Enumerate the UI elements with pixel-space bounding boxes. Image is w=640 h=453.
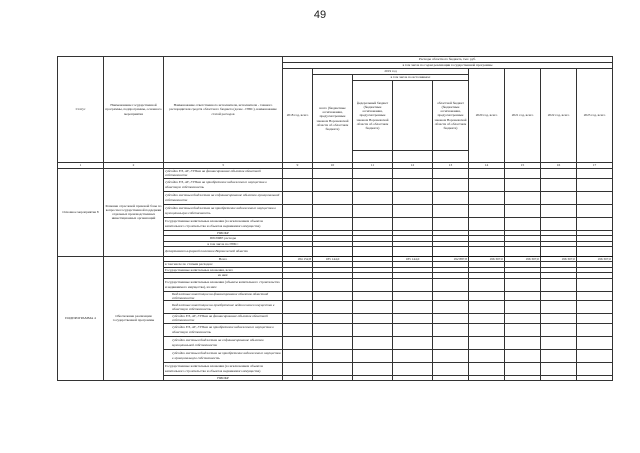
row-label: субсидии местным бюджетам на софинансирование объектов муниципальной собственности	[164, 336, 283, 349]
row-label: в том числе по ГРБС:	[164, 241, 283, 247]
header-2018: 2018 год, всего	[283, 69, 313, 163]
header-incl-sources: в том числе по источникам:	[353, 75, 469, 81]
total-2018: 184 152,8	[283, 256, 313, 262]
total-regional: 185 144,0	[393, 256, 433, 262]
total-2024: 196 307,0	[577, 256, 613, 262]
page-number: 49	[313, 9, 327, 21]
row-label: субсидии ЕЭ, АУ, ГУПам на финансирование объектов областной собственности	[164, 169, 283, 179]
header-executor: Наименование ответственного исполнителя, исполнителя - главного распорядителя средств областного бюджета (далее - ГРБС), наименование статей расходов	[164, 57, 283, 163]
table-row	[58, 169, 613, 179]
col-num: 15	[505, 163, 541, 169]
header-program-name: Наименование государственной программы, подпрограммы, основного мероприятия	[104, 57, 164, 163]
row-label: Государственные капитальные вложения, всего	[164, 267, 283, 273]
col-num: 1	[58, 163, 104, 169]
total-2021: 196 307,0	[469, 256, 505, 262]
row-label: Департамент аграрной политики Воронежской области	[164, 247, 283, 257]
section2-name: Обеспечение реализации государственной программы	[104, 256, 164, 381]
header-federal: федеральный бюджет (бюджетные ассигнования, предусмотренные законом Воронежской области об областном бюджете)	[353, 81, 393, 151]
header-2023: 2023 год, всего	[577, 69, 613, 163]
col-num: 2	[104, 163, 164, 169]
row-label: Государственные капитальные вложения (за исключением объектов капитального строительства и объектов недвижимого имущества)	[164, 217, 283, 230]
header-by-years: в том числе по годам реализации государственной программы	[283, 63, 613, 69]
header-2019-total: всего (бюджетные ассигнования, предусмотренные законом Воронежской области об областном бюджете)	[313, 75, 353, 163]
header-2022: 2022 год, всего	[541, 69, 577, 163]
row-label: Государственные капитальные вложения (объекты капитального строительства и недвижимого имущества), из них:	[164, 278, 283, 291]
header-2019: 2019 год	[313, 69, 469, 75]
header-2021: 2021 год, всего	[505, 69, 541, 163]
row-label: из них:	[164, 273, 283, 279]
total-2019: 185 144,0	[313, 256, 353, 262]
row-label: субсидии местным бюджетам на приобретение недвижимого имущества в муниципальную собственность	[164, 349, 283, 362]
col-num: 9	[283, 163, 313, 169]
col-num: 17	[577, 163, 613, 169]
row-label: субсидии местным бюджетам на приобретение недвижимого имущества в муниципальную собственность	[164, 204, 283, 217]
row-label: Всего	[164, 256, 283, 262]
total-2022: 196 307,0	[505, 256, 541, 262]
row-label: ПРОЧИЕ расходы	[164, 236, 283, 242]
col-num: 3	[164, 163, 283, 169]
section1-status: Основное мероприятие 8	[58, 169, 104, 257]
row-label: субсидии ЕЭ, АУ, ГУПам на приобретение недвижимого имущества в областную собственность	[164, 178, 283, 191]
col-num: 11	[353, 163, 393, 169]
section1-name: Решение отраслевой правовой базы по вопросам государственной поддержки отдельных производственных инвестиционных организаций	[104, 169, 164, 257]
total-2020: 192 887,8	[433, 256, 469, 262]
header-expenses: Расходы областного бюджета, тыс. руб.	[283, 57, 613, 63]
col-num: 16	[541, 163, 577, 169]
row-label: НИОКР	[164, 375, 283, 381]
row-label: субсидии ЕЭ, АУ, ГУПам на приобретение недвижимого имущества в областную собственность	[164, 323, 283, 336]
col-num: 14	[469, 163, 505, 169]
row-label: субсидии ЕЭ, АУ, ГУПам на финансирование объектов областной собственности	[164, 314, 283, 324]
row-label: Бюджетные инвестиции на приобретение недвижимого имущества в областную собственность	[164, 301, 283, 314]
section2-status: ПОДПРОГРАММА 4	[58, 256, 104, 381]
row-label: Бюджетные инвестиции на финансирование объектов областной собственности	[164, 291, 283, 301]
header-regional: областной бюджет (бюджетные ассигнования, предусмотренные законом Воронежской области об областном бюджете)	[433, 81, 469, 151]
col-num: 12	[393, 163, 433, 169]
row-label: Государственные капитальные вложения (за исключением объектов капитального строительства и объектов недвижимого имущества)	[164, 362, 283, 375]
total-2023: 196 307,0	[541, 256, 577, 262]
header-status: Статус	[58, 57, 104, 163]
row-label: в том числе по статьям расходов:	[164, 262, 283, 268]
col-num: 13	[433, 163, 469, 169]
header-2020: 2020 год, всего	[469, 69, 505, 163]
row-label: НИОКР	[164, 230, 283, 236]
row-label: субсидии местным бюджетам на софинансирование объектов муниципальной собственности	[164, 191, 283, 204]
table-row-total	[58, 256, 613, 262]
budget-table	[57, 56, 613, 381]
col-num: 10	[313, 163, 353, 169]
